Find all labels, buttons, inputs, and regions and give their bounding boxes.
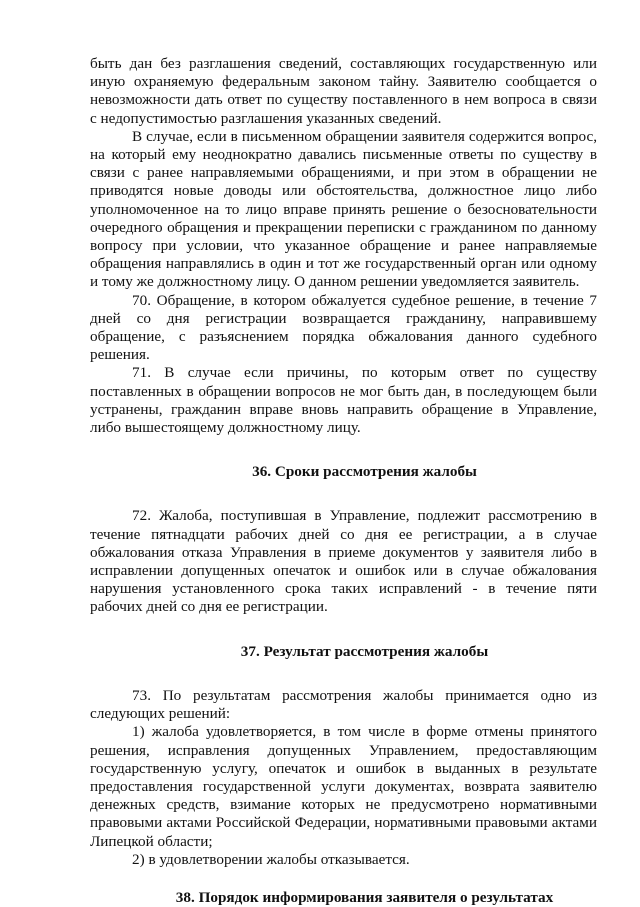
paragraph-continuation: быть дан без разглашения сведений, составляющих государственную или иную охраняемую федеральным законом тайну. Заявителю сообщается о невозможности дать ответ по существу поставленного в нем вопроса в связи с недопустимостью разглашения указанных сведений.: [90, 55, 597, 127]
section-heading-38: 38. Порядок информирования заявителя о результатах: [175, 888, 554, 906]
paragraph-73-item-2: 2) в удовлетворении жалобы отказывается.: [132, 850, 410, 868]
spacer: [90, 869, 597, 889]
paragraph-71: 71. В случае если причины, по которым ответ по существу поставленных в обращении вопросов не мог быть дан, в последующем были устранены, гражданин вправе вновь направить обращение в Управление, либо вышестоящему должностному лицу.: [90, 364, 597, 437]
section-heading-37: 37. Результат рассмотрения жалобы: [240, 642, 489, 660]
section-heading-36: 36. Сроки рассмотрения жалобы: [252, 463, 477, 481]
paragraph-72: 72. Жалоба, поступившая в Управление, подлежит рассмотрению в течение пятнадцати рабочих дней со дня ее регистрации, а в случае обжалования отказа Управления в приеме документов у заявителя либо в исправлении допущенных опечаток и ошибок или в случае обжалования нарушения установленного срока таких исправлений - в течение пяти рабочих дней со дня ее регистрации.: [90, 507, 597, 616]
paragraph-70: 70. Обращение, в котором обжалуется судебное решение, в течение 7 дней со дня регистрации возвращается гражданину, направившему обращение, с разъяснением порядка обжалования данного судебного решения.: [90, 291, 597, 364]
spacer: [90, 437, 597, 463]
paragraph-73: 73. По результатам рассмотрения жалобы принимается одно из следующих решений:: [90, 686, 597, 723]
spacer: [90, 617, 597, 643]
spacer: [90, 661, 597, 687]
spacer: [90, 481, 597, 507]
paragraph-73-item-1: 1) жалоба удовлетворяется, в том числе в форме отмены принятого решения, исправления допущенных Управлением, предоставляющим государственную услугу, опечаток и ошибок в выданных в результате предоставления государственной услуги документах, возврата заявителю денежных средств, взимание которых не предусмотрено нормативными правовыми актами Российской Федерации, нормативными правовыми актами Липецкой области;: [90, 723, 597, 850]
paragraph-repeat-appeal: В случае, если в письменном обращении заявителя содержится вопрос, на который ему неоднократно давались письменные ответы по существу в связи с ранее направляемыми обращениями, и при этом в обращении не приводятся новые доводы или обстоятельства, должностное лицо либо уполномоченное на то лицо вправе принять решение о безосновательности очередного обращения и прекращении переписки с гражданином по данному вопросу при условии, что указанное обращение и ранее направляемые обращения направлялись в один и тот же государственный орган или одному и тому же должностному лицу. О данном решении уведомляется заявитель.: [90, 127, 597, 291]
document-page: [90, 55, 597, 907]
